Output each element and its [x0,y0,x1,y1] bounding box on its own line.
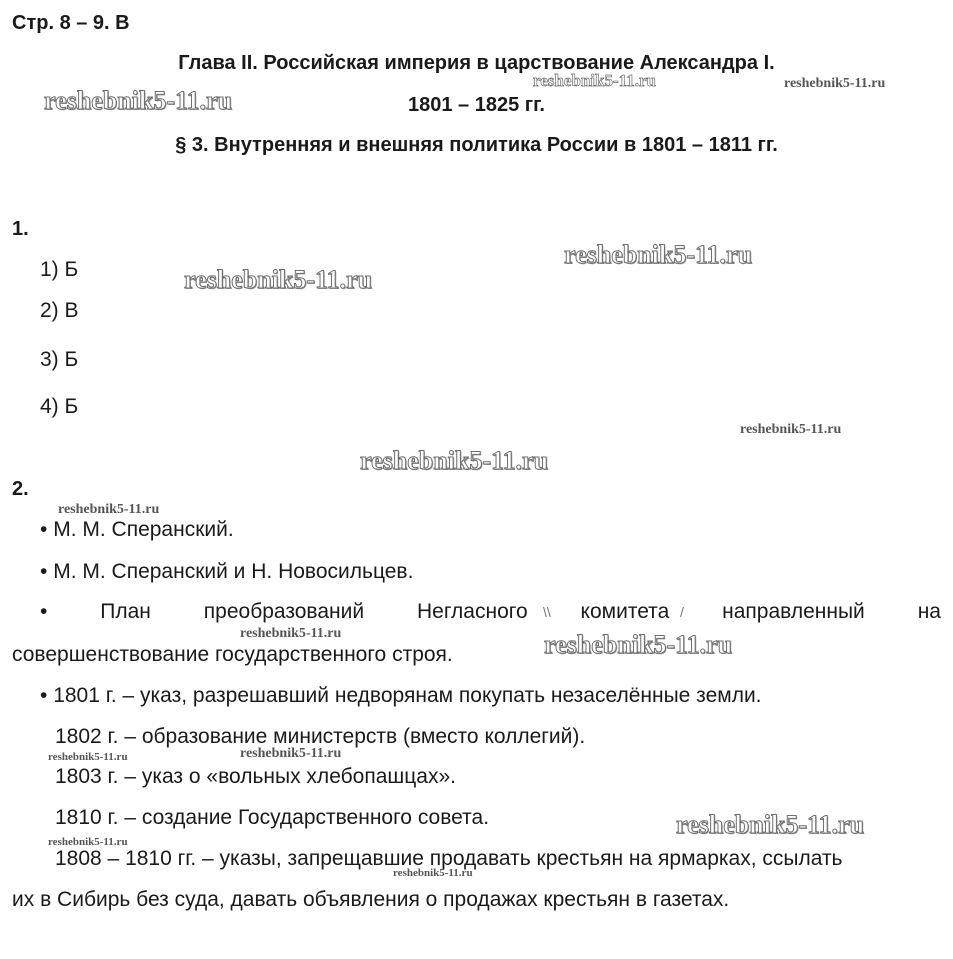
bullet: • [40,684,48,707]
scribble-mark: \\ [543,604,551,620]
task2-event-1810: 1810 г. – создание Государственного совета. [55,806,490,829]
chapter-years: 1801 – 1825 гг. [408,94,545,116]
task1-answer-2: 2) В [40,299,79,322]
word: Негласного [417,600,528,623]
watermark: reshebnik5-11.ru [564,240,753,269]
word: План [100,600,151,623]
watermark: reshebnik5-11.ru [184,265,373,294]
task1-answer-4: 4) Б [40,395,79,418]
task2-item-1-text: М. М. Сперанский. [53,518,234,541]
task2-item-3-line2: совершенствование государственного строя. [12,643,453,666]
watermark: reshebnik5-11.ru [676,810,865,839]
bullet: • [40,600,48,623]
task2-item-2 [40,560,413,584]
task1-answer-1: 1) Б [40,258,79,281]
task1-number: 1. [12,218,29,240]
event-text: 1801 г. – указ, разрешавший недворянам покупать незаселённые земли. [53,684,762,707]
section-title: § 3. Внутренняя и внешняя политика России в 1801 – 1811 гг. [175,134,778,156]
task2-item-2-text: М. М. Сперанский и Н. Новосильцев. [53,560,414,583]
word: направленный [722,600,865,623]
watermark: reshebnik5-11.ru [240,626,342,641]
watermark: reshebnik5-11.ru [740,422,842,437]
watermark: reshebnik5-11.ru [393,867,473,879]
watermark: reshebnik5-11.ru [58,502,160,517]
task2-item-3-line1 [40,600,941,624]
task2-event-1803: 1803 г. – указ о «вольных хлебопашцах». [55,765,456,788]
watermark: reshebnik5-11.ru [48,836,128,848]
task2-number: 2. [12,478,29,500]
scribble-mark: / [680,604,684,620]
word: комитета [580,600,670,623]
watermark: reshebnik5-11.ru [44,86,233,115]
chapter-title: Глава II. Российская империя в царствование Александра I. [178,52,775,74]
watermark: reshebnik5-11.ru [360,446,549,475]
task2-event-1808-1810-line1: 1808 – 1810 гг. – указы, запрещавшие продавать крестьян на ярмарках, ссылать [55,847,843,870]
bullet: • [40,560,48,583]
watermark: reshebnik5-11.ru [48,751,128,763]
bullet: • [40,518,48,541]
watermark: reshebnik5-11.ru [533,71,656,90]
page-reference: Стр. 8 – 9. В [12,12,130,34]
task2-event-1808-1810-line2: их в Сибирь без суда, давать объявления о продажах крестьян в газетах. [12,888,730,911]
task2-event-1801 [40,684,762,708]
watermark: reshebnik5-11.ru [240,746,342,761]
task2-event-1802: 1802 г. – образование министерств (вместо коллегий). [55,725,586,748]
watermark: reshebnik5-11.ru [784,76,886,91]
word: на [917,600,941,623]
watermark: reshebnik5-11.ru [544,630,733,659]
task1-answer-3: 3) Б [40,348,79,371]
task2-item-1 [40,518,234,542]
word: преобразований [203,600,365,623]
